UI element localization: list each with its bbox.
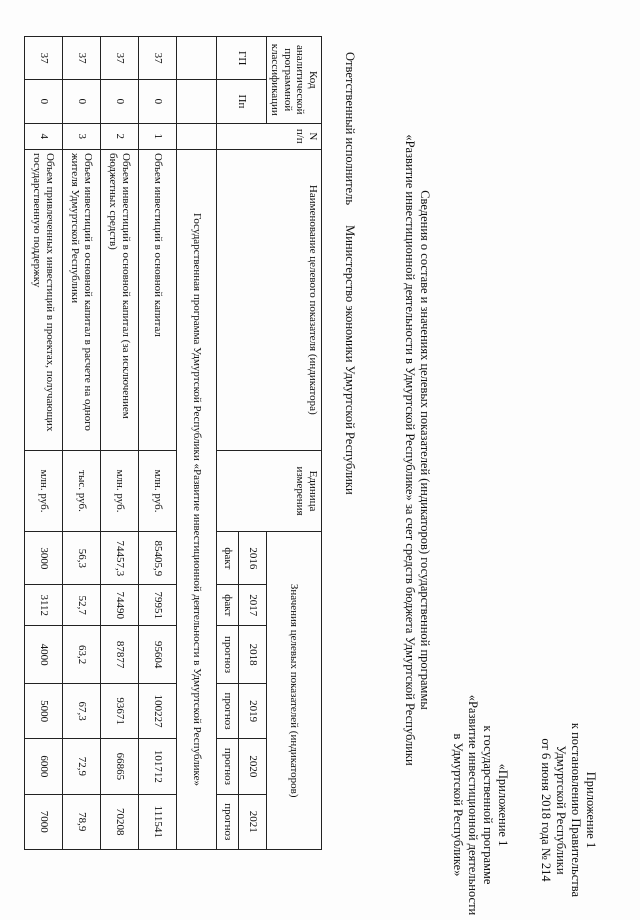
pp-code: 0 xyxy=(139,80,177,123)
code-group-header: Код аналитической программной классификации xyxy=(267,37,322,124)
gp-code: 37 xyxy=(139,37,177,80)
value-2017: 79951 xyxy=(139,585,177,626)
executor-value: Министерство экономики Удмуртской Республики xyxy=(343,225,357,495)
value-2017: 3112 xyxy=(25,585,63,626)
value-2016: 56,3 xyxy=(63,532,101,585)
indicator-name: Объем привлеченных инвестиций в проектах, получающих государственную поддержку xyxy=(25,150,63,451)
indicator-name: Объем инвестиций в основной капитал в расчете на одного жителя Удмуртской Республики xyxy=(63,150,101,451)
value-2019: 93671 xyxy=(101,683,139,738)
value-2020: 101712 xyxy=(139,739,177,794)
program-row xyxy=(177,37,217,850)
value-2020: 6000 xyxy=(25,739,63,794)
value-2016: 3000 xyxy=(25,532,63,585)
name-header: Наименование целевого показателя (индикатора) xyxy=(217,150,322,451)
responsible-executor xyxy=(342,52,357,552)
approval-line: Удмуртской Республики xyxy=(554,745,568,875)
program-name: Государственная программа Удмуртской Республики «Развитие инвестиционной деятельности в Удмуртской Республике» xyxy=(177,150,217,850)
table-row xyxy=(63,37,101,850)
value-2020: 72,9 xyxy=(63,739,101,794)
unit-header: Единица измерения xyxy=(217,450,322,532)
indicator-name: Объем инвестиций в основной капитал (за исключением бюджетных средств) xyxy=(101,150,139,451)
year-header: 2016 xyxy=(239,532,267,585)
num-header: N п/п xyxy=(217,123,322,149)
program-ref-line: «Развитие инвестиционной деятельности xyxy=(466,694,480,916)
value-kind: прогноз xyxy=(217,794,239,849)
indicators-table xyxy=(24,36,322,850)
value-kind: факт xyxy=(217,585,239,626)
title-line-2: «Развитие инвестиционной деятельности в Удмуртской Республике» за счет средств бюджета Удмуртской Республики xyxy=(403,134,417,766)
value-2019: 67,3 xyxy=(63,683,101,738)
empty-cell xyxy=(177,80,217,123)
table-row xyxy=(101,37,139,850)
row-number: 3 xyxy=(63,123,101,149)
unit: млн. руб. xyxy=(139,450,177,532)
value-2018: 63,2 xyxy=(63,626,101,684)
unit: тыс. руб. xyxy=(63,450,101,532)
year-header: 2018 xyxy=(239,626,267,684)
row-number: 2 xyxy=(101,123,139,149)
value-2021: 7000 xyxy=(25,794,63,849)
value-2021: 78,9 xyxy=(63,794,101,849)
approval-line: к постановлению Правительства xyxy=(569,722,583,898)
value-2019: 100227 xyxy=(139,683,177,738)
empty-cell xyxy=(177,37,217,80)
pp-code: 0 xyxy=(101,80,139,123)
value-2021: 111541 xyxy=(139,794,177,849)
unit: млн. руб. xyxy=(101,450,139,532)
pp-code: 0 xyxy=(63,80,101,123)
program-ref-line: в Удмуртской Республике» xyxy=(451,733,465,877)
program-ref-line: к государственной программе xyxy=(481,725,495,885)
table-row xyxy=(25,37,63,850)
value-2018: 4000 xyxy=(25,626,63,684)
table-row xyxy=(139,37,177,850)
document-title xyxy=(402,120,432,780)
value-2018: 95604 xyxy=(139,626,177,684)
year-header: 2021 xyxy=(239,794,267,849)
unit: млн. руб. xyxy=(25,450,63,532)
gp-code: 37 xyxy=(63,37,101,80)
value-2020: 66865 xyxy=(101,739,139,794)
approval-line: от 6 июня 2018 года № 214 xyxy=(539,738,553,882)
gp-code: 37 xyxy=(25,37,63,80)
year-header: 2019 xyxy=(239,683,267,738)
title-line-1: Сведения о составе и значениях целевых показателей (индикаторов) государственной программы xyxy=(418,190,432,710)
year-header: 2020 xyxy=(239,739,267,794)
indicator-name: Объем инвестиций в основной капитал xyxy=(139,150,177,451)
value-2017: 74490 xyxy=(101,585,139,626)
program-ref-line: «Приложение 1 xyxy=(496,763,510,847)
approval-block xyxy=(538,700,598,920)
year-header: 2017 xyxy=(239,585,267,626)
program-reference-block xyxy=(450,690,510,920)
value-2021: 70208 xyxy=(101,794,139,849)
pp-header: Пп xyxy=(217,80,267,123)
gp-header: ГП xyxy=(217,37,267,80)
value-2019: 5000 xyxy=(25,683,63,738)
value-2017: 52,7 xyxy=(63,585,101,626)
value-kind: прогноз xyxy=(217,683,239,738)
pp-code: 0 xyxy=(25,80,63,123)
values-group-header: Значения целевых показателей (индикаторов) xyxy=(267,532,322,850)
value-kind: факт xyxy=(217,532,239,585)
value-2018: 87877 xyxy=(101,626,139,684)
executor-label: Ответственный исполнитель xyxy=(343,52,357,206)
row-number: 1 xyxy=(139,123,177,149)
row-number: 4 xyxy=(25,123,63,149)
empty-cell xyxy=(177,123,217,149)
approval-line: Приложение 1 xyxy=(584,771,598,849)
value-2016: 74457,3 xyxy=(101,532,139,585)
gp-code: 37 xyxy=(101,37,139,80)
value-kind: прогноз xyxy=(217,739,239,794)
value-2016: 85405,9 xyxy=(139,532,177,585)
value-kind: прогноз xyxy=(217,626,239,684)
